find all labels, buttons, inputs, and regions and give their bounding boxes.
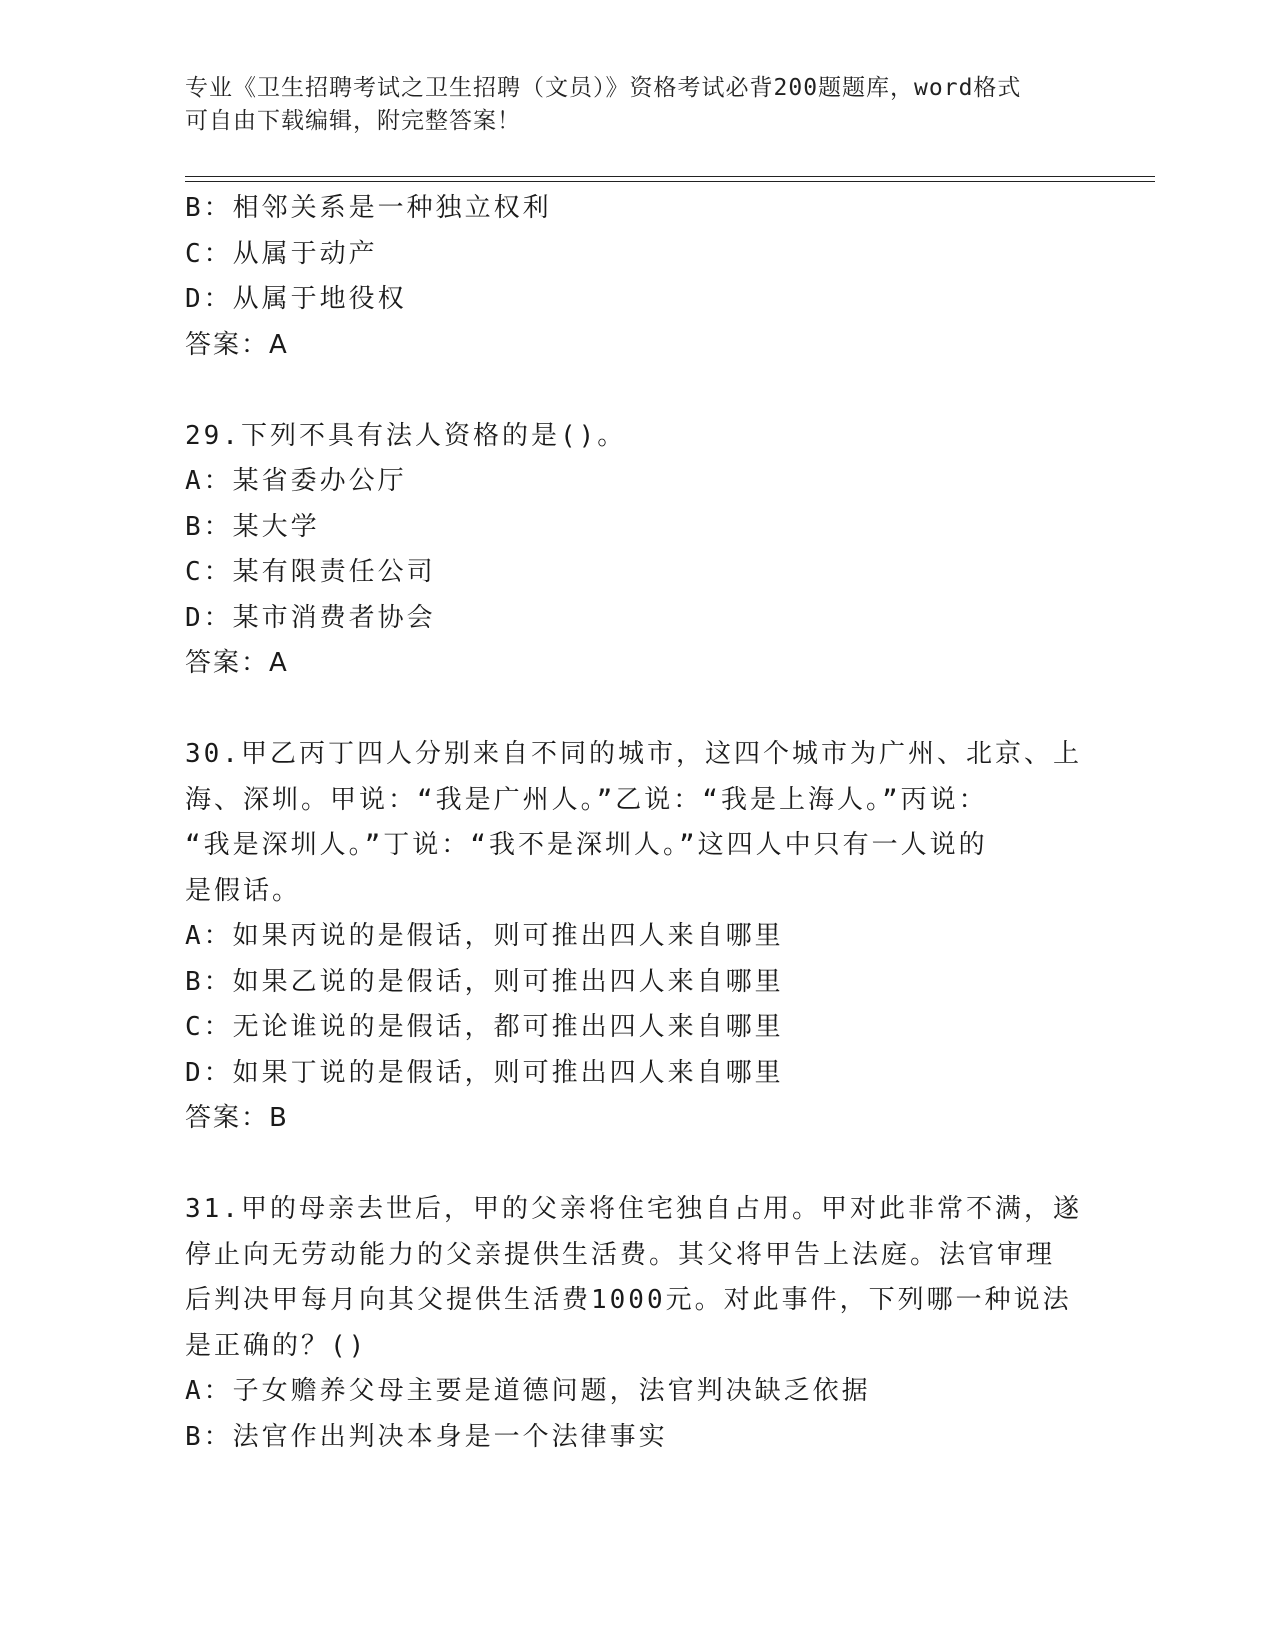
q28-option-c: C：从属于动产 — [185, 238, 378, 269]
q28-option-b: B：相邻关系是一种独立权利 — [185, 193, 552, 223]
q30-option-b: B：如果乙说的是假话，则可推出四人来自哪里 — [185, 966, 784, 997]
q29-option-a: A：某省委办公厅 — [185, 466, 407, 496]
q31-stem-line: 是正确的？() — [185, 1330, 368, 1361]
q30-option-d: D：如果丁说的是假话，则可推出四人来自哪里 — [185, 1057, 784, 1088]
q30-option-c: C：无论谁说的是假话，都可推出四人来自哪里 — [185, 1012, 784, 1042]
header-title-line2: 可自由下载编辑，附完整答案！ — [185, 108, 521, 134]
q29-answer: 答案：A — [185, 648, 289, 678]
spacer — [185, 687, 1085, 733]
q30-stem-line: “我是深圳人。”丁说：“我不是深圳人。”这四人中只有一人说的 — [185, 830, 988, 860]
header-divider-bottom — [185, 181, 1155, 182]
q29-option-d: D：某市消费者协会 — [185, 602, 436, 633]
question-31 — [185, 1187, 1085, 1460]
q31-option-b: B：法官作出判决本身是一个法律事实 — [185, 1421, 668, 1452]
q29-option-b: B：某大学 — [185, 511, 320, 542]
header-title-line1: 专业《卫生招聘考试之卫生招聘（文员）》资格考试必背200题题库，word格式 — [185, 75, 1022, 101]
q30-stem-line: 海、深圳。甲说：“我是广州人。”乙说：“我是上海人。”丙说： — [185, 784, 988, 815]
question-29 — [185, 414, 1085, 687]
question-list — [185, 186, 1085, 1460]
q31-option-a: A：子女赡养父母主要是道德问题，法官判决缺乏依据 — [185, 1376, 871, 1406]
question-30 — [185, 732, 1085, 1142]
q30-answer: 答案：B — [185, 1103, 289, 1133]
q30-option-a: A：如果丙说的是假话，则可推出四人来自哪里 — [185, 921, 784, 951]
header-divider-top — [185, 176, 1155, 177]
q30-stem-line: 是假话。 — [185, 875, 302, 906]
spacer — [185, 1142, 1085, 1188]
question-28 — [185, 186, 1085, 368]
q28-option-d: D：从属于地役权 — [185, 284, 407, 314]
q29-option-c: C：某有限责任公司 — [185, 557, 436, 587]
q31-stem-line: 31.甲的母亲去世后，甲的父亲将住宅独自占用。甲对此非常不满，遂 — [185, 1194, 1082, 1224]
q31-stem-line: 停止向无劳动能力的父亲提供生活费。其父将甲告上法庭。法官审理 — [185, 1239, 1056, 1270]
spacer — [185, 368, 1085, 414]
q29-stem: 29.下列不具有法人资格的是()。 — [185, 420, 627, 451]
q28-answer: 答案：A — [185, 329, 289, 360]
q30-stem-line: 30.甲乙丙丁四人分别来自不同的城市，这四个城市为广州、北京、上 — [185, 739, 1082, 769]
q31-stem-line: 后判决甲每月向其父提供生活费1000元。对此事件，下列哪一种说法 — [185, 1285, 1072, 1315]
document-header — [185, 72, 1065, 138]
